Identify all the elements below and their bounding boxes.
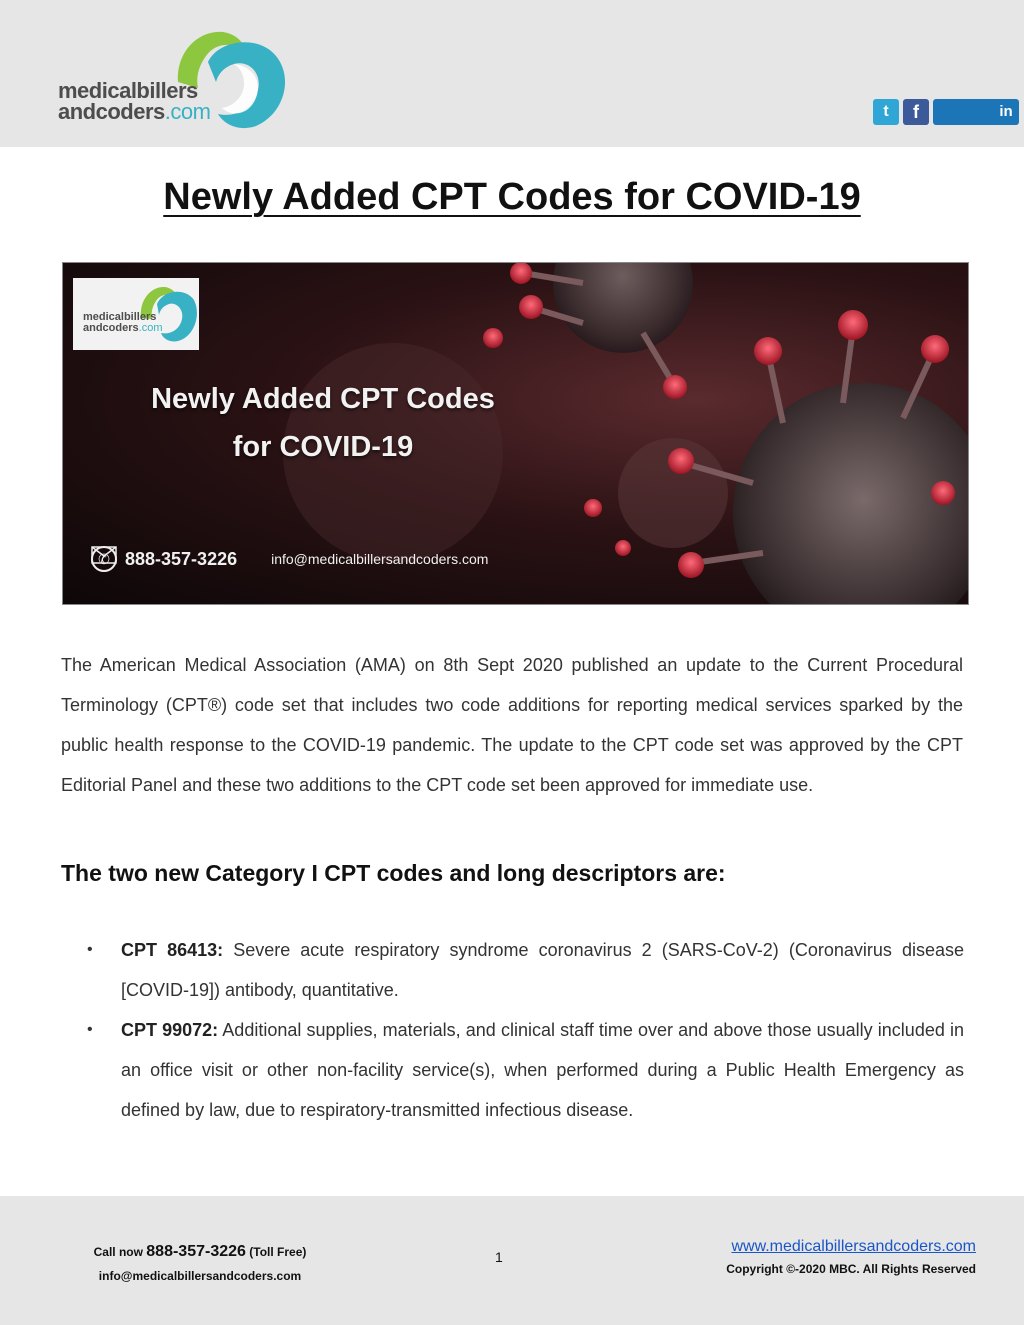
banner-phone: 888-357-3226: [125, 548, 238, 569]
banner-title-line1: Newly Added CPT Codes: [151, 383, 495, 415]
linkedin-icon[interactable]: in: [933, 99, 1019, 125]
footer-right: [726, 1236, 976, 1280]
page-title: Newly Added CPT Codes for COVID-19: [163, 176, 861, 218]
page-number: 1: [495, 1249, 503, 1265]
banner-email: info@medicalbillersandcoders.com: [271, 551, 489, 567]
phone-icon: ✆: [91, 546, 117, 572]
social-links: [873, 99, 1019, 125]
logo-dotcom: .com: [164, 99, 211, 124]
banner-contact: [91, 546, 488, 572]
site-logo[interactable]: [58, 22, 298, 132]
logo-wordmark: [58, 80, 210, 122]
copyright-text: Copyright ©-2020 MBC. All Rights Reserved: [726, 1262, 976, 1276]
banner-title-line2: for COVID-19: [232, 431, 414, 463]
banner-logo-line2: andcoders: [83, 322, 139, 334]
banner-image: [62, 262, 969, 605]
bullet-icon: •: [87, 941, 93, 958]
banner-title: [63, 375, 583, 471]
list-item: [61, 1010, 964, 1130]
code-description: Severe acute respiratory syndrome coronavirus 2 (SARS-CoV-2) (Coronavirus disease [COVID-19]) antibody, quantitative.: [121, 940, 964, 1000]
codes-heading: The two new Category I CPT codes and long descriptors are:: [61, 860, 726, 886]
footer-phone[interactable]: 888-357-3226: [146, 1243, 246, 1260]
code-label: CPT 86413:: [121, 940, 224, 960]
code-label: CPT 99072:: [121, 1020, 219, 1040]
logo-line2: andcoders: [58, 99, 165, 124]
logo-line1: medicalbillers: [58, 78, 198, 103]
bullet-icon: •: [87, 1021, 93, 1038]
code-description: Additional supplies, materials, and clinical staff time over and above those usually included in an office visit or other non-facility service(s), when performed during a Public Health Emergency as defined by law, due to respiratory-transmitted infectious disease.: [121, 1020, 964, 1120]
footer-contact: [60, 1240, 340, 1288]
banner-logo: [73, 278, 199, 350]
intro-paragraph: The American Medical Association (AMA) on 8th Sept 2020 published an update to the Current Procedural Terminology (CPT®) code set that includes two code additions for reporting medical services sparked by the public health response to the COVID-19 pandemic. The update to the CPT code set was approved by the CPT Editorial Panel and these two additions to the CPT code set been approved for immediate use.: [61, 655, 963, 795]
facebook-icon[interactable]: f: [903, 99, 929, 125]
twitter-icon[interactable]: t: [873, 99, 899, 125]
call-now-label: Call now: [93, 1245, 147, 1259]
banner-logo-dotcom: .com: [138, 322, 163, 334]
list-item: [61, 930, 964, 1010]
footer-email[interactable]: info@medicalbillersandcoders.com: [98, 1269, 302, 1283]
codes-list: [61, 930, 964, 1130]
banner-logo-wordmark: [83, 312, 162, 334]
toll-free-label: (Toll Free): [245, 1245, 307, 1259]
banner-logo-line1: medicalbillers: [83, 311, 157, 323]
website-link[interactable]: www.medicalbillersandcoders.com: [731, 1238, 976, 1255]
